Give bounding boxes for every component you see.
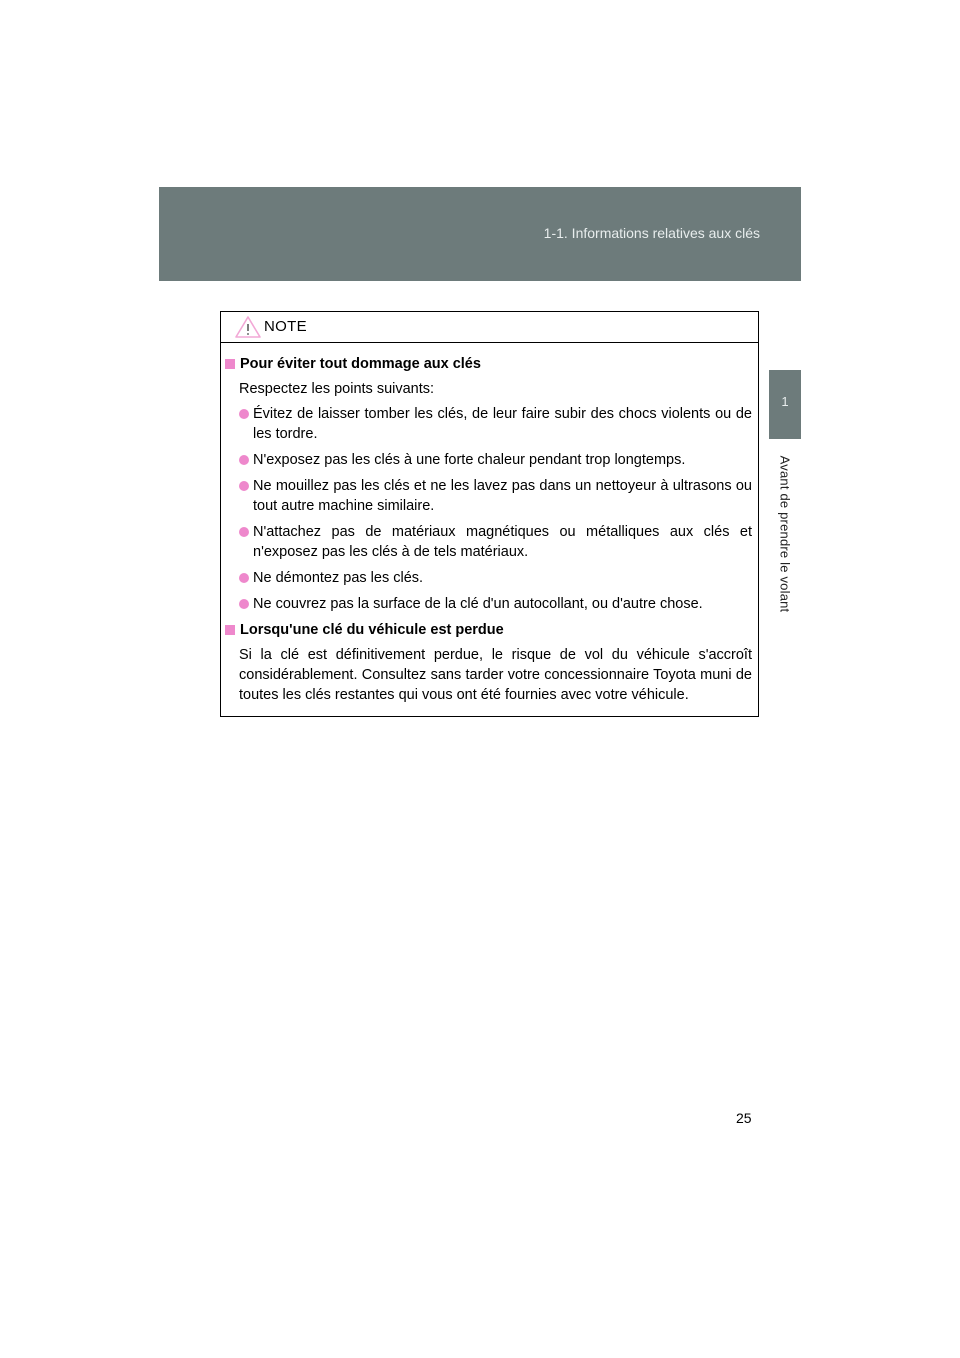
page-number: 25 — [736, 1110, 752, 1126]
note-content — [221, 343, 758, 705]
list-item-text: Ne mouillez pas les clés et ne les lavez pas dans un nettoyeur à ultrasons ou tout autre machine similaire. — [253, 478, 752, 514]
section-title: 1-1. Informations relatives aux clés — [543, 225, 760, 241]
section-heading-text: Pour éviter tout dommage aux clés — [240, 356, 481, 372]
list-item-text: N'attachez pas de matériaux magnétiques ou métalliques aux clés et n'exposez pas les clés à de tels matériaux. — [253, 524, 752, 560]
section-heading-lost-key — [225, 620, 752, 640]
section-heading-text: Lorsqu'une clé du véhicule est perdue — [240, 622, 504, 638]
list-item — [225, 594, 752, 614]
chapter-label: Avant de prendre le volant — [777, 455, 793, 613]
intro-text: Respectez les points suivants: — [239, 381, 435, 397]
list-item-text: Ne couvrez pas la surface de la clé d'un autocollant, ou d'autre chose. — [253, 596, 703, 612]
list-item — [225, 568, 752, 588]
list-item — [225, 522, 752, 562]
note-box — [220, 311, 759, 717]
list-item — [225, 404, 752, 444]
list-item-text: Évitez de laisser tomber les clés, de leur faire subir des chocs violents ou de les tordre. — [253, 406, 752, 442]
circle-bullet-icon — [239, 409, 249, 419]
list-item-text: Ne démontez pas les clés. — [253, 570, 424, 586]
chapter-number: 1 — [781, 394, 789, 409]
square-bullet-icon — [225, 625, 235, 635]
chapter-tab — [769, 370, 801, 439]
lost-key-paragraph: Si la clé est définitivement perdue, le risque de vol du véhicule s'accroît considérablement. Consultez sans tarder votre concessionnaire Toyota muni de toutes les clés restantes qui vous ont été fournies avec votre véhicule. — [239, 647, 752, 703]
note-label: NOTE — [264, 318, 307, 335]
warning-triangle-icon — [234, 315, 262, 339]
section-heading-key-damage — [225, 354, 752, 374]
circle-bullet-icon — [239, 573, 249, 583]
section-header-bar — [159, 187, 801, 281]
circle-bullet-icon — [239, 599, 249, 609]
circle-bullet-icon — [239, 481, 249, 491]
circle-bullet-icon — [239, 527, 249, 537]
square-bullet-icon — [225, 359, 235, 369]
note-header — [221, 312, 758, 343]
list-item — [225, 476, 752, 516]
list-item — [225, 450, 752, 470]
circle-bullet-icon — [239, 455, 249, 465]
list-item-text: N'exposez pas les clés à une forte chaleur pendant trop longtemps. — [253, 452, 686, 468]
